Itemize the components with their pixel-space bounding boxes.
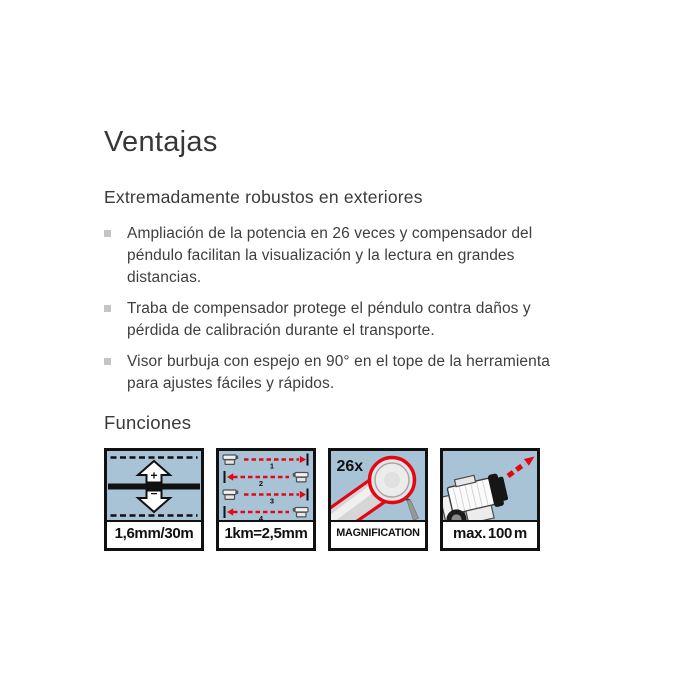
list-item bbox=[104, 351, 582, 395]
list-item bbox=[104, 223, 582, 289]
bullet-square-icon bbox=[104, 230, 111, 237]
level-instrument-icon bbox=[293, 508, 308, 517]
route-number: 1 bbox=[269, 461, 275, 471]
bullet-text: Ampliación de la potencia en 26 veces y compensador del péndulo facilitan la visualización y la lectura en grandes distancias. bbox=[127, 225, 533, 287]
bullet-text: Visor burbuja con espejo en 90° en el tope de la herramienta para ajustes fáciles y rápidos. bbox=[127, 353, 550, 393]
level-instrument-icon bbox=[223, 490, 238, 499]
minus-glyph: − bbox=[150, 486, 158, 501]
functions-heading: Funciones bbox=[104, 412, 192, 434]
bullet-square-icon bbox=[104, 358, 111, 365]
function-tiles-row bbox=[104, 448, 685, 551]
tile-label: max. 100 m bbox=[443, 522, 537, 544]
working-range-icon bbox=[443, 451, 537, 522]
double-run-leveling-icon bbox=[219, 451, 313, 522]
route-number: 3 bbox=[269, 496, 275, 506]
tile-label: 1 km = 2,5 mm bbox=[219, 522, 313, 544]
page-title: Ventajas bbox=[104, 126, 218, 158]
route-number: 4 bbox=[258, 514, 264, 523]
section-heading: Extremadamente robustos en exteriores bbox=[104, 187, 423, 208]
tile-label: 1,6 mm/30 m bbox=[107, 522, 201, 544]
list-item bbox=[104, 298, 582, 342]
tile-leveling-accuracy bbox=[104, 448, 204, 551]
tile-working-range bbox=[440, 448, 540, 551]
leveling-accuracy-icon bbox=[107, 451, 201, 522]
bullet-square-icon bbox=[104, 305, 111, 312]
optical-level-icon bbox=[443, 469, 512, 522]
level-instrument-icon bbox=[223, 455, 238, 464]
tile-double-run-accuracy bbox=[216, 448, 316, 551]
advantages-list bbox=[104, 223, 582, 395]
tile-magnification bbox=[328, 448, 428, 551]
bullet-text: Traba de compensador protege el péndulo contra daños y pérdida de calibración durante el transporte. bbox=[127, 300, 531, 340]
tile-label: MAGNIFICATION bbox=[331, 522, 425, 544]
plus-glyph: + bbox=[150, 468, 158, 483]
telescope-magnification-icon bbox=[331, 451, 425, 522]
magnification-badge: 26x bbox=[336, 458, 364, 476]
route-number: 2 bbox=[258, 479, 264, 489]
level-instrument-icon bbox=[293, 473, 308, 482]
